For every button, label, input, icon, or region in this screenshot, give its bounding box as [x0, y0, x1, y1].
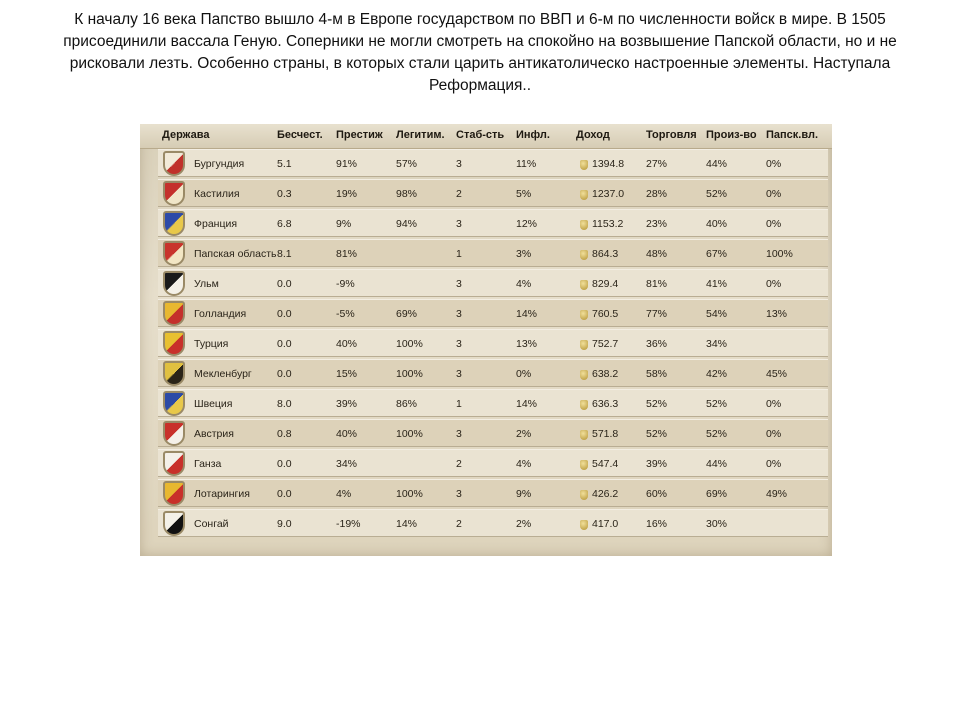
- production-value: 69%: [706, 488, 728, 500]
- papal-influence-value: 0%: [766, 458, 782, 470]
- legitimacy-value: 100%: [396, 338, 423, 350]
- trade-value: 48%: [646, 248, 668, 260]
- nation-name: Кастилия: [194, 188, 240, 200]
- production-value: 40%: [706, 218, 728, 230]
- income-value: 547.4: [592, 458, 619, 470]
- legitimacy-value: 86%: [396, 398, 418, 410]
- inflation-value: 0%: [516, 368, 532, 380]
- table-row[interactable]: [158, 239, 828, 267]
- inflation-value: 13%: [516, 338, 538, 350]
- papal-influence-value: 100%: [766, 248, 793, 260]
- stability-value: 3: [456, 368, 462, 380]
- income-value: 752.7: [592, 338, 619, 350]
- prestige-value: 39%: [336, 398, 358, 410]
- dishonor-value: 0.0: [277, 458, 292, 470]
- prestige-value: 9%: [336, 218, 352, 230]
- castile-shield-icon: [163, 181, 185, 206]
- production-value: 42%: [706, 368, 728, 380]
- nation-ledger-panel: [140, 124, 832, 556]
- table-row[interactable]: [158, 419, 828, 447]
- table-row[interactable]: [158, 179, 828, 207]
- gold-coin-icon: [580, 400, 588, 410]
- dishonor-value: 8.1: [277, 248, 292, 260]
- header-nation[interactable]: Держава: [162, 129, 210, 141]
- nation-name: Швеция: [194, 398, 233, 410]
- prestige-value: 40%: [336, 428, 358, 440]
- table-row[interactable]: [158, 449, 828, 477]
- table-row[interactable]: [158, 269, 828, 297]
- trade-value: 52%: [646, 428, 668, 440]
- gold-coin-icon: [580, 370, 588, 380]
- stability-value: 3: [456, 488, 462, 500]
- dishonor-value: 5.1: [277, 158, 292, 170]
- papal-influence-value: 0%: [766, 278, 782, 290]
- table-row[interactable]: [158, 509, 828, 537]
- production-value: 52%: [706, 398, 728, 410]
- table-row[interactable]: [158, 149, 828, 177]
- papal-state-shield-icon: [163, 241, 185, 266]
- nation-name: Папская область: [194, 248, 277, 260]
- stability-value: 3: [456, 428, 462, 440]
- legitimacy-value: 100%: [396, 428, 423, 440]
- nation-name: Турция: [194, 338, 229, 350]
- inflation-value: 3%: [516, 248, 532, 260]
- production-value: 34%: [706, 338, 728, 350]
- production-value: 67%: [706, 248, 728, 260]
- inflation-value: 2%: [516, 428, 532, 440]
- income-value: 864.3: [592, 248, 619, 260]
- gold-coin-icon: [580, 220, 588, 230]
- prestige-value: -5%: [336, 308, 355, 320]
- income-value: 417.0: [592, 518, 619, 530]
- prestige-value: 81%: [336, 248, 358, 260]
- inflation-value: 5%: [516, 188, 532, 200]
- nation-name: Ульм: [194, 278, 219, 290]
- austria-shield-icon: [163, 421, 185, 446]
- caption-text: К началу 16 века Папство вышло 4-м в Европе государством по ВВП и 6-м по численности войск в мире. В 1505 присоединили вассала Геную. Соперники не могли смотреть на спокойно на возвышение Папской области, но и не рисковали лезть. Особенно страны, в которых стали царить антикатолическо настроенные элементы. Наступала Реформация..: [63, 11, 897, 94]
- gold-coin-icon: [580, 160, 588, 170]
- papal-influence-value: 13%: [766, 308, 788, 320]
- papal-influence-value: 0%: [766, 158, 782, 170]
- production-value: 44%: [706, 458, 728, 470]
- gold-coin-icon: [580, 460, 588, 470]
- prestige-value: -19%: [336, 518, 361, 530]
- header-prestige[interactable]: Престиж: [336, 129, 383, 141]
- header-trade[interactable]: Торговля: [646, 129, 697, 141]
- gold-coin-icon: [580, 250, 588, 260]
- gold-coin-icon: [580, 310, 588, 320]
- inflation-value: 12%: [516, 218, 538, 230]
- nation-name: Мекленбург: [194, 368, 252, 380]
- stability-value: 3: [456, 338, 462, 350]
- nation-name: Бургундия: [194, 158, 245, 170]
- prestige-value: -9%: [336, 278, 355, 290]
- table-row[interactable]: [158, 359, 828, 387]
- production-value: 30%: [706, 518, 728, 530]
- papal-influence-value: 49%: [766, 488, 788, 500]
- inflation-value: 2%: [516, 518, 532, 530]
- trade-value: 28%: [646, 188, 668, 200]
- production-value: 44%: [706, 158, 728, 170]
- table-header: [140, 124, 832, 149]
- papal-influence-value: 0%: [766, 398, 782, 410]
- stability-value: 3: [456, 218, 462, 230]
- gold-coin-icon: [580, 190, 588, 200]
- prestige-value: 15%: [336, 368, 358, 380]
- dishonor-value: 0.8: [277, 428, 292, 440]
- inflation-value: 14%: [516, 308, 538, 320]
- dishonor-value: 0.3: [277, 188, 292, 200]
- turkey-shield-icon: [163, 331, 185, 356]
- dishonor-value: 0.0: [277, 488, 292, 500]
- france-shield-icon: [163, 211, 185, 236]
- burgundy-shield-icon: [163, 151, 185, 176]
- trade-value: 23%: [646, 218, 668, 230]
- papal-influence-value: 0%: [766, 428, 782, 440]
- inflation-value: 4%: [516, 278, 532, 290]
- legitimacy-value: 14%: [396, 518, 418, 530]
- dishonor-value: 0.0: [277, 338, 292, 350]
- prestige-value: 40%: [336, 338, 358, 350]
- header-income[interactable]: Доход: [576, 129, 610, 141]
- trade-value: 52%: [646, 398, 668, 410]
- legitimacy-value: 100%: [396, 368, 423, 380]
- stability-value: 2: [456, 518, 462, 530]
- inflation-value: 4%: [516, 458, 532, 470]
- dishonor-value: 9.0: [277, 518, 292, 530]
- inflation-value: 11%: [516, 158, 537, 170]
- table-row[interactable]: [158, 479, 828, 507]
- legitimacy-value: 98%: [396, 188, 418, 200]
- income-value: 760.5: [592, 308, 619, 320]
- legitimacy-value: 57%: [396, 158, 418, 170]
- trade-value: 60%: [646, 488, 668, 500]
- prestige-value: 34%: [336, 458, 358, 470]
- gold-coin-icon: [580, 340, 588, 350]
- gold-coin-icon: [580, 520, 588, 530]
- trade-value: 39%: [646, 458, 668, 470]
- dishonor-value: 0.0: [277, 278, 292, 290]
- dishonor-value: 8.0: [277, 398, 292, 410]
- trade-value: 27%: [646, 158, 668, 170]
- income-value: 829.4: [592, 278, 619, 290]
- prestige-value: 4%: [336, 488, 352, 500]
- inflation-value: 14%: [516, 398, 538, 410]
- trade-value: 77%: [646, 308, 668, 320]
- dishonor-value: 6.8: [277, 218, 292, 230]
- table-row[interactable]: [158, 329, 828, 357]
- nation-name: Сонгай: [194, 518, 229, 530]
- trade-value: 16%: [646, 518, 668, 530]
- header-legitimacy[interactable]: Легитим.: [396, 129, 445, 141]
- header-inflation[interactable]: Инфл.: [516, 129, 550, 141]
- stability-value: 3: [456, 158, 462, 170]
- stability-value: 1: [456, 248, 462, 260]
- income-value: 1394.8: [592, 158, 625, 170]
- prestige-value: 19%: [336, 188, 358, 200]
- production-value: 54%: [706, 308, 728, 320]
- income-value: 1153.2: [592, 218, 624, 230]
- trade-value: 36%: [646, 338, 668, 350]
- stability-value: 1: [456, 398, 462, 410]
- stability-value: 3: [456, 278, 462, 290]
- header-papal-influence[interactable]: Папск.вл.: [766, 129, 819, 141]
- lorraine-shield-icon: [163, 481, 185, 506]
- papal-influence-value: 0%: [766, 218, 782, 230]
- legitimacy-value: 69%: [396, 308, 418, 320]
- songhai-shield-icon: [163, 511, 185, 536]
- nation-name: Голландия: [194, 308, 247, 320]
- header-production[interactable]: Произ-во: [706, 129, 757, 141]
- ulm-shield-icon: [163, 271, 185, 296]
- income-value: 636.3: [592, 398, 619, 410]
- table-row[interactable]: [158, 389, 828, 417]
- trade-value: 81%: [646, 278, 668, 290]
- income-value: 638.2: [592, 368, 619, 380]
- production-value: 41%: [706, 278, 728, 290]
- trade-value: 58%: [646, 368, 668, 380]
- dishonor-value: 0.0: [277, 368, 292, 380]
- stability-value: 3: [456, 308, 462, 320]
- production-value: 52%: [706, 428, 728, 440]
- dishonor-value: 0.0: [277, 308, 292, 320]
- papal-influence-value: 45%: [766, 368, 788, 380]
- mecklenburg-shield-icon: [163, 361, 185, 386]
- header-stability[interactable]: Стаб-сть: [456, 129, 505, 141]
- stability-value: 2: [456, 458, 462, 470]
- gold-coin-icon: [580, 490, 588, 500]
- income-value: 571.8: [592, 428, 619, 440]
- legitimacy-value: 94%: [396, 218, 418, 230]
- nation-name: Лотарингия: [194, 488, 250, 500]
- table-row[interactable]: [158, 209, 828, 237]
- header-dishonor[interactable]: Бесчест.: [277, 129, 323, 141]
- income-value: 1237.0: [592, 188, 625, 200]
- sweden-shield-icon: [163, 391, 185, 416]
- inflation-value: 9%: [516, 488, 532, 500]
- papal-influence-value: 0%: [766, 188, 782, 200]
- production-value: 52%: [706, 188, 728, 200]
- income-value: 426.2: [592, 488, 619, 500]
- nation-name: Ганза: [194, 458, 222, 470]
- prestige-value: 91%: [336, 158, 358, 170]
- gold-coin-icon: [580, 280, 588, 290]
- hansa-shield-icon: [163, 451, 185, 476]
- nation-name: Австрия: [194, 428, 234, 440]
- nation-name: Франция: [194, 218, 238, 230]
- legitimacy-value: 100%: [396, 488, 423, 500]
- table-row[interactable]: [158, 299, 828, 327]
- gold-coin-icon: [580, 430, 588, 440]
- holland-shield-icon: [163, 301, 185, 326]
- stability-value: 2: [456, 188, 462, 200]
